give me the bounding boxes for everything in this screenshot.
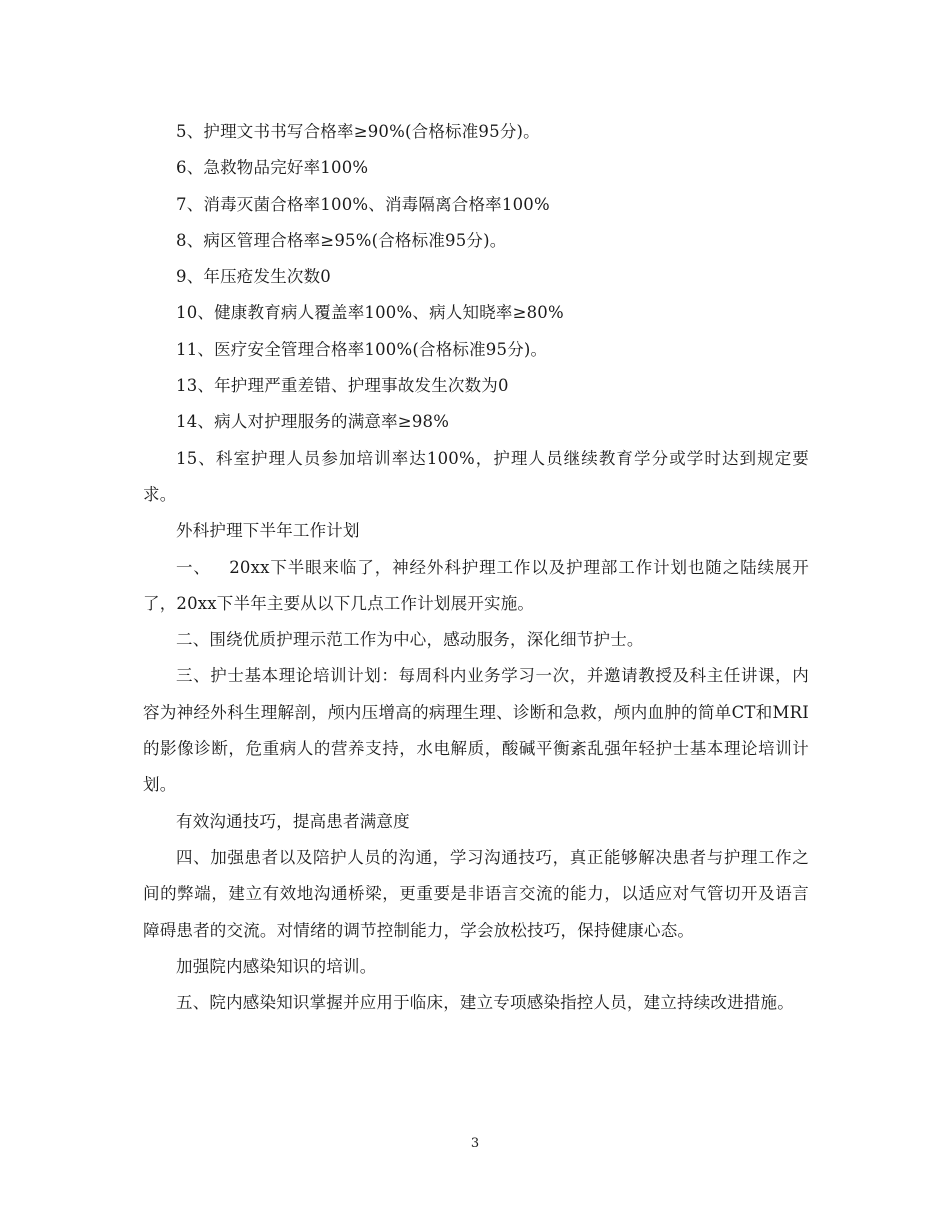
paragraph: 四、加强患者以及陪护人员的沟通，学习沟通技巧，真正能够解决患者与护理工作之间的弊端，建立有效地沟通桥梁，更重要是非语言交流的能力，以适应对气管切开及语言障碍患者的交流。对情绪的调节控制能力，学会放松技巧，保持健康心态。 [143, 847, 809, 940]
paragraph: 11、医疗安全管理合格率100%(合格标准95分)。 [176, 339, 548, 359]
page-number: 3 [470, 1136, 480, 1151]
paragraph: 14、病人对护理服务的满意率≥98% [176, 412, 450, 432]
paragraph: 一、 20xx下半眼来临了，神经外科护理工作以及护理部工作计划也随之陆续展开了，20xx下半年主要从以下几点工作计划展开实施。 [143, 557, 809, 613]
document-body [143, 114, 809, 1021]
paragraph: 9、年压疮发生次数0 [176, 267, 331, 287]
subheading: 加强院内感染知识的培训。 [176, 956, 377, 976]
paragraph: 13、年护理严重差错、护理事故发生次数为0 [176, 376, 509, 396]
paragraph: 五、院内感染知识掌握并应用于临床，建立专项感染指控人员，建立持续改进措施。 [176, 993, 794, 1013]
paragraph: 三、护士基本理论培训计划：每周科内业务学习一次，并邀请教授及科主任讲课，内容为神经外科生理解剖，颅内压增高的病理生理、诊断和急救，颅内血肿的简单CT和MRI的影像诊断，危重病人的营养支持，水电解质，酸碱平衡紊乱强年轻护士基本理论培训计划。 [143, 666, 809, 795]
paragraph: 7、消毒灭菌合格率100%、消毒隔离合格率100% [176, 194, 550, 214]
paragraph: 二、围绕优质护理示范工作为中心，感动服务，深化细节护士。 [176, 630, 644, 650]
paragraph: 8、病区管理合格率≥95%(合格标准95分)。 [176, 230, 507, 250]
paragraph: 6、急救物品完好率100% [176, 158, 369, 178]
section-heading: 外科护理下半年工作计划 [176, 521, 360, 541]
paragraph: 5、护理文书书写合格率≥90%(合格标准95分)。 [176, 122, 540, 141]
subheading: 有效沟通技巧，提高患者满意度 [176, 811, 410, 831]
paragraph: 10、健康教育病人覆盖率100%、病人知晓率≥80% [176, 303, 564, 323]
paragraph: 15、科室护理人员参加培训率达100%，护理人员继续教育学分或学时达到规定要求。 [143, 448, 809, 504]
